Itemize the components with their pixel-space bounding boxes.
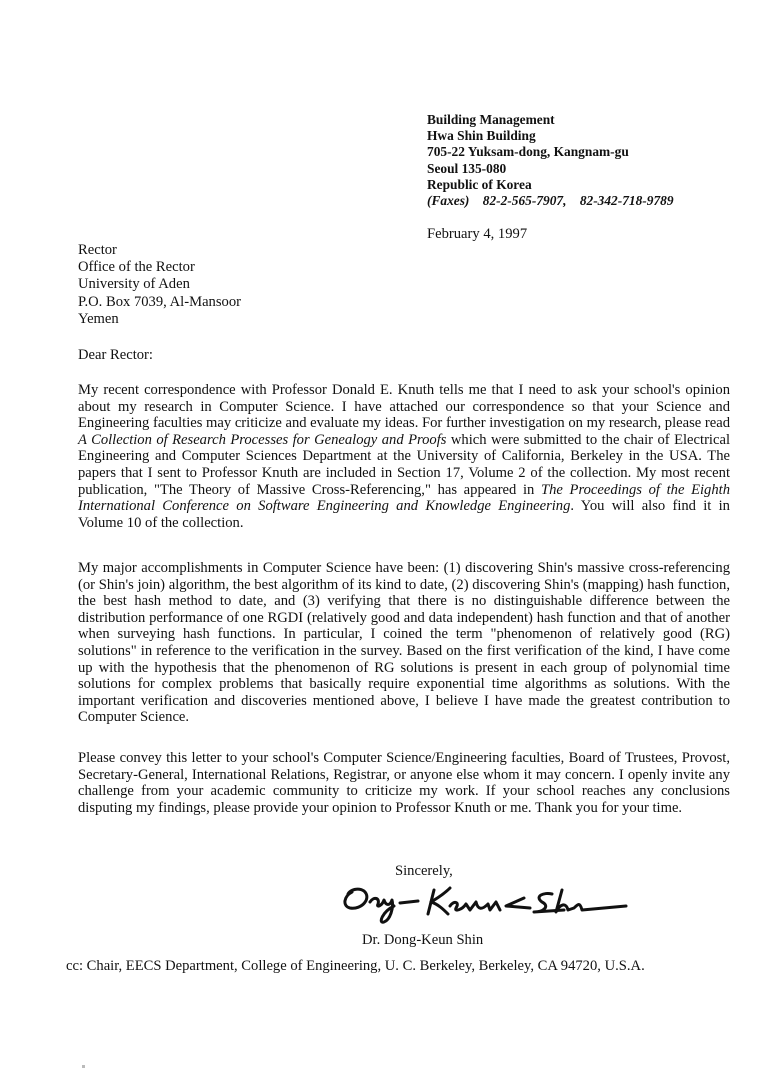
- scan-speck: [82, 1065, 85, 1068]
- fax-number: 82-2-565-7907,: [482, 193, 567, 209]
- closing: Sincerely,: [395, 863, 453, 879]
- paragraph-text: . You will also find it in Volume 10 of the collection.: [78, 498, 730, 531]
- recipient-address: [78, 242, 241, 328]
- paragraph-accomplishments: My major accomplishments in Computer Science have been: (1) discovering Shin's massive cross-referencing (or Shin's join) algorithm, the best algorithm of its kind to date, (2) discovering Shin's (mapping) hash function, the best hash method to date, and (3) verifying that there is no distinguishable difference between the distribution performance of one RGDI (relatively good and data independent) hash function and that of another when surveying hash functions. In particular, I coined the term "phenomenon of relatively good (RG) solutions" in reference to the verification in the survey. Based on the first verification of the kind, I have come up with the hypothesis that the phenomenon of RG solutions is present in each group of polynomial time solutions for complex problems that basically require exponential time algorithms as solutions. With the important verification and discoveries mentioned above, I believe I have made the greatest contribution to Computer Science.: [78, 560, 730, 726]
- signature-icon: [338, 880, 628, 928]
- paragraph-correspondence: [78, 382, 730, 531]
- recipient-line: P.O. Box 7039, Al-Mansoor: [78, 293, 241, 310]
- sender-address: [427, 112, 684, 209]
- sender-line: Seoul 135-080: [427, 160, 507, 176]
- recipient-line: University of Aden: [78, 276, 190, 293]
- proceedings-title: The Proceedings of the Eighth International Conference on Software Engineering and Knowledge Engineering: [78, 481, 730, 515]
- letter-date: February 4, 1997: [427, 226, 528, 242]
- sender-line: 705-22 Yuksam-dong, Kangnam-gu: [427, 144, 629, 160]
- recipient-line: Yemen: [78, 310, 119, 327]
- fax-number: 82-342-718-9789: [579, 193, 674, 209]
- paragraph-text: which were submitted to the chair of Electrical Engineering and Computer Sciences Department at the University of California, Berkeley in the USA. The papers that I sent to Professor Knuth are included in Section 17, Volume 2 of the collection. My most recent publication, "The Theory of Massive Cross-Referencing," has appeared in: [78, 431, 730, 498]
- sender-line: Republic of Korea: [427, 176, 532, 192]
- sender-line: Building Management: [427, 112, 555, 127]
- faxes-label: (Faxes): [427, 193, 470, 209]
- recipient-line: Office of the Rector: [78, 259, 195, 276]
- paragraph-text: My recent correspondence with Professor Donald E. Knuth tells me that I need to ask your school's opinion about my research in Computer Science. I have attached our correspondence so that your Science and Engineering faculties may criticize and evaluate my ideas. For further investigation on my research, please read: [78, 382, 731, 432]
- sender-line: Hwa Shin Building: [427, 128, 536, 144]
- salutation: Dear Rector:: [78, 347, 153, 363]
- paragraph-request: Please convey this letter to your school's Computer Science/Engineering faculties, Board of Trustees, Provost, Secretary-General, International Relations, Registrar, or anyone else whom it may concern. I openly invite any challenge from your academic community to criticize my work. If your school reaches any conclusions disputing my findings, please provide your opinion to Professor Knuth or me. Thank you for your time.: [78, 750, 730, 816]
- signer-name: Dr. Dong-Keun Shin: [362, 932, 484, 948]
- sender-faxes: [427, 193, 684, 209]
- book-title: A Collection of Research Processes for Genealogy and Proofs: [78, 431, 447, 448]
- cc-line: cc: Chair, EECS Department, College of Engineering, U. C. Berkeley, Berkeley, CA 94720, U.S.A.: [66, 958, 645, 974]
- recipient-line: Rector: [78, 242, 117, 258]
